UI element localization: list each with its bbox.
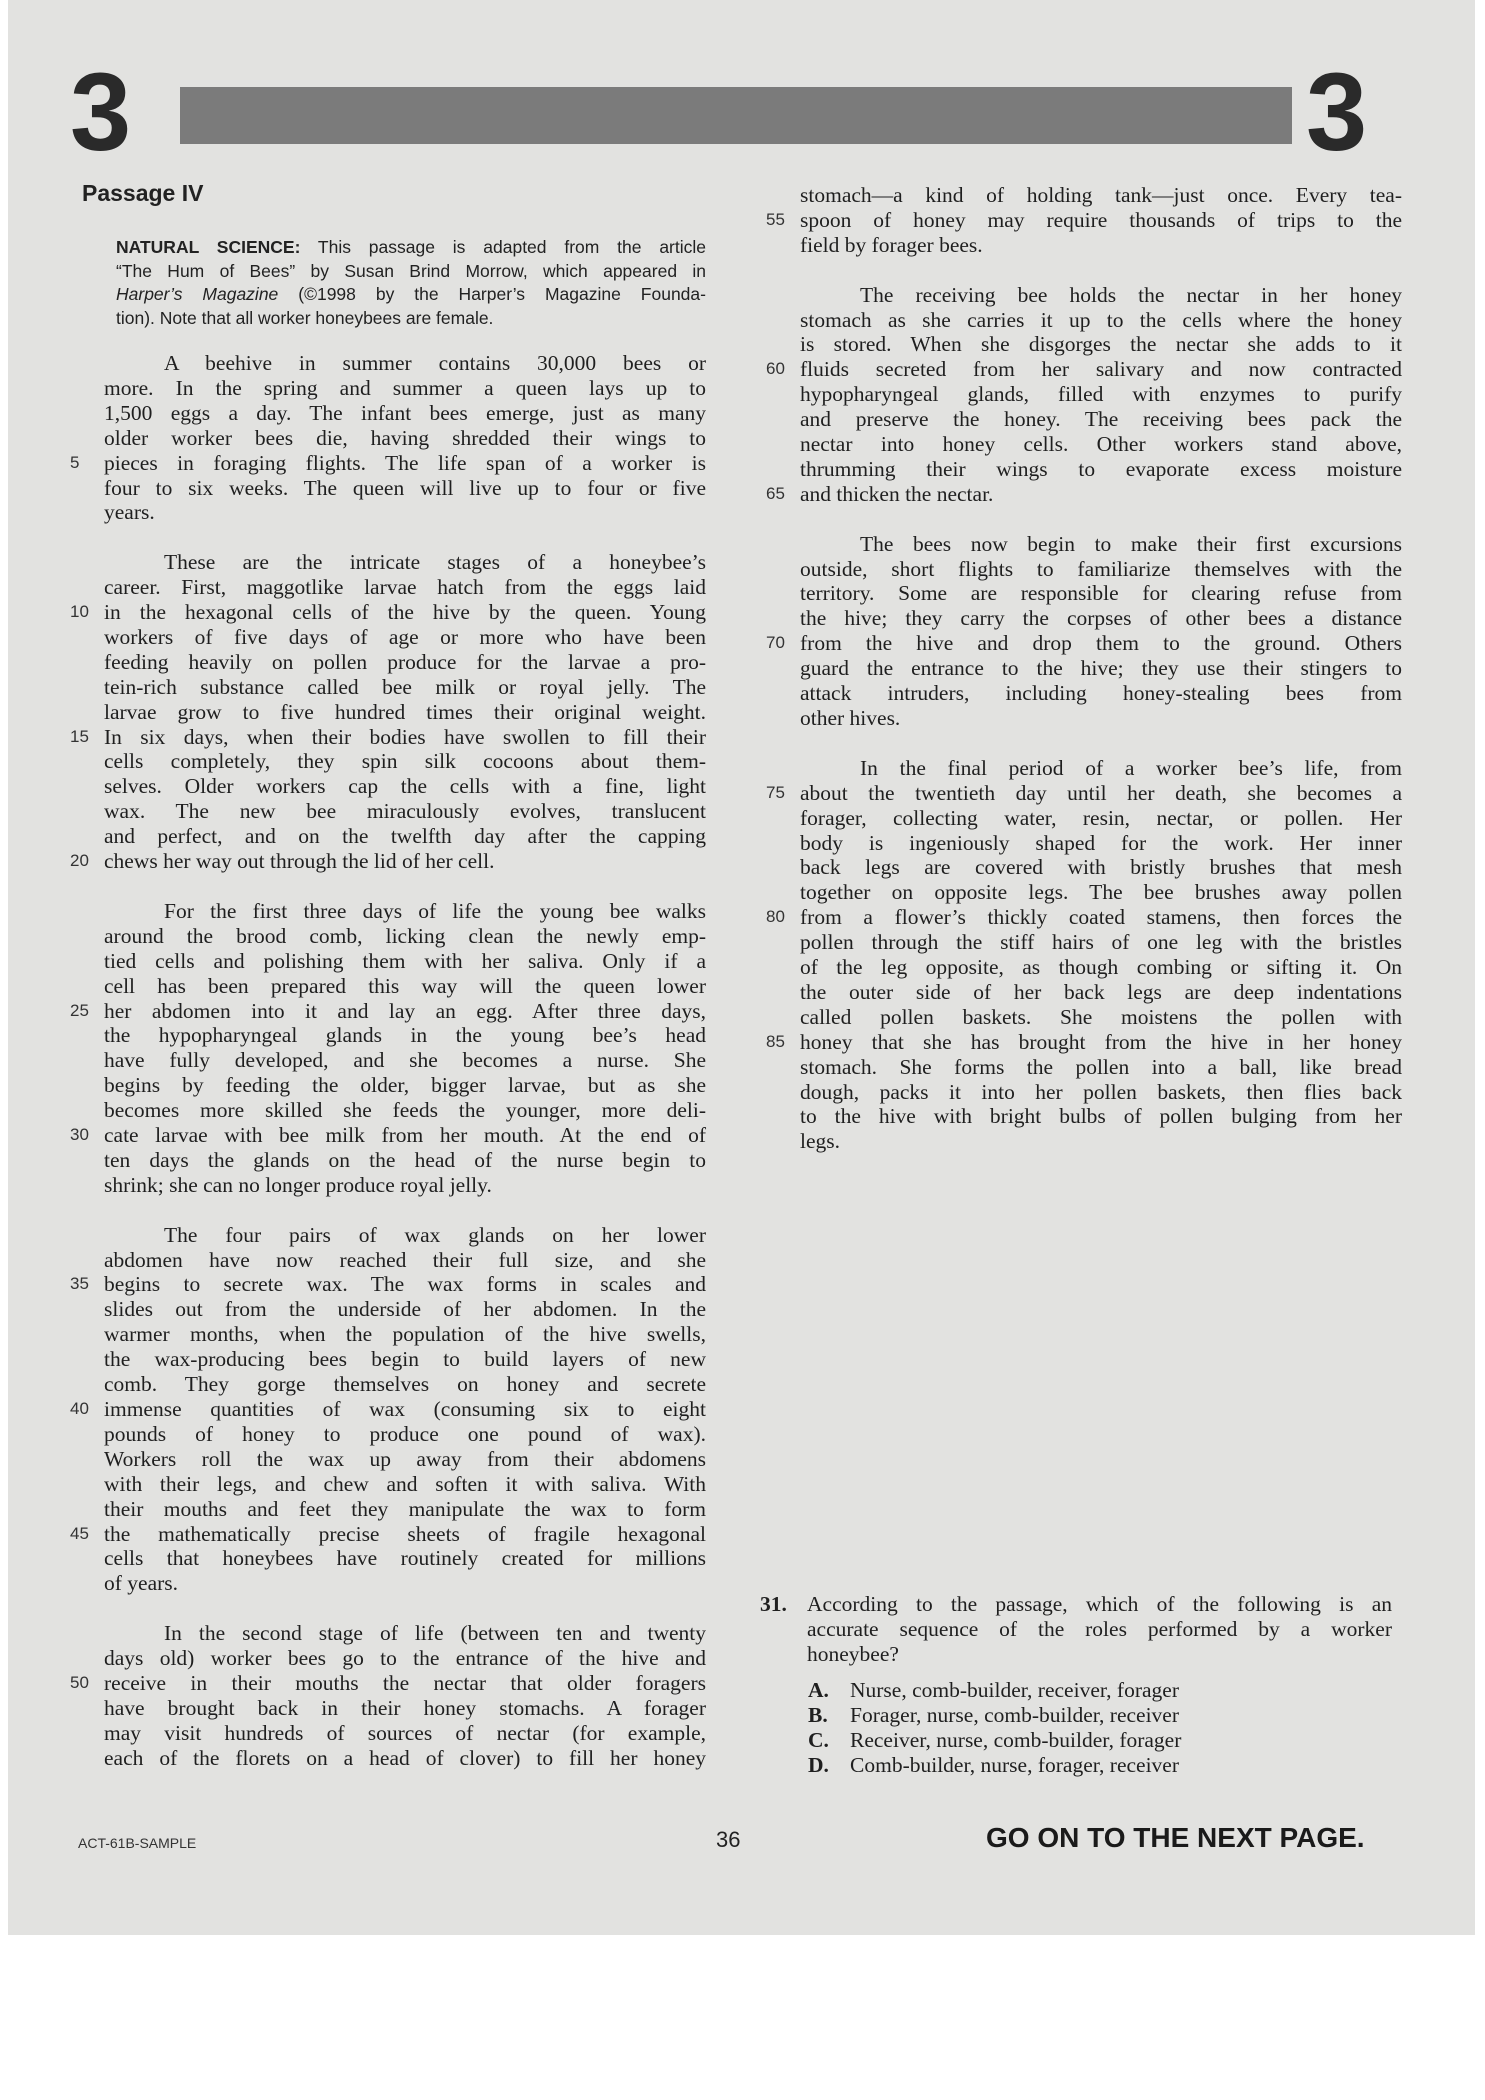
passage-line-text: dough, packs it into her pollen baskets, then flies back [800,1079,1402,1104]
passage-line-text: around the brood comb, licking clean the newly emp- [104,923,706,948]
passage-line [800,457,1402,482]
line-number: 45 [70,1523,89,1543]
passage-line [70,1272,706,1297]
line-number: 50 [70,1672,89,1692]
passage-line [104,376,706,401]
passage-line-text: In the final period of a worker bee’s life, from [860,755,1402,780]
passage-line-text: spoon of honey may require thousands of trips to the [800,207,1402,232]
passage-line-text: and perfect, and on the twelfth day after the capping [104,824,706,849]
passage-line [104,1472,706,1497]
line-number: 25 [70,1000,89,1020]
passage-line-text: comb. They gorge themselves on honey and secrete [104,1372,706,1397]
answer-option [808,1753,1181,1778]
passage-line-text: of the leg opposite, as though combing or sifting it. On [800,955,1402,980]
passage-line-text: pollen through the stiff hairs of one leg with the bristles [800,930,1402,955]
passage-line-text: her abdomen into it and lay an egg. After three days, [104,998,706,1023]
passage-line [800,1005,1402,1030]
passage-line [800,233,1402,258]
section-number-left: 3 [70,51,132,174]
passage-line-text: in the hexagonal cells of the hive by the queen. Young [104,600,706,625]
passage-line [104,1223,706,1248]
passage-line-text: nectar into honey cells. Other workers stand above, [800,432,1402,457]
passage-paragraph [70,898,706,1198]
passage-line [800,706,1402,731]
passage-line [104,1497,706,1522]
passage-line [104,500,706,525]
passage-line [104,1173,706,1198]
passage-line [104,1646,706,1671]
passage-line-text: stomach—a kind of holding tank—just once. Every tea- [800,183,1402,207]
passage-title: Passage IV [82,180,204,206]
passage-line [70,600,706,625]
passage-line-text: the hive; they carry the corpses of other bees a distance [800,606,1402,631]
passage-line [104,625,706,650]
passage-line-text: thrumming their wings to evaporate excess moisture [800,456,1402,481]
passage-line-text: may visit hundreds of sources of nectar (for example, [104,1720,706,1745]
passage-line-text: field by forager bees. [800,232,983,257]
passage-line [800,308,1402,333]
passage-line [104,700,706,725]
passage-paragraph [70,1621,706,1770]
question-stem [807,1592,1392,1667]
passage-line [800,756,1402,781]
line-number: 85 [766,1031,785,1051]
passage-line-text: wax. The new bee miraculously evolves, translucent [104,799,706,824]
passage-line [800,183,1402,208]
answer-option [808,1678,1181,1703]
passage-line-text: from a flower’s thickly coated stamens, then forces the [800,905,1402,930]
passage-line [70,1123,706,1148]
passage-paragraph [70,351,706,525]
passage-line [104,1297,706,1322]
passage-line-text: chews her way out through the lid of her cell. [104,849,495,874]
passage-line-text: back legs are covered with bristly brushes that mesh [800,855,1402,880]
intro-line [116,283,706,307]
passage-line-text: have brought back in their honey stomachs. A forager [104,1695,706,1720]
passage-line-text: workers of five days of age or more who have been [104,624,706,649]
passage-line-text: tied cells and polishing them with her saliva. Only if a [104,948,706,973]
answer-option-letter: B. [808,1702,828,1727]
passage-line [104,1696,706,1721]
passage-line [800,332,1402,357]
passage-line [104,1048,706,1073]
passage-line-text: cate larvae with bee milk from her mouth. At the end of [104,1123,706,1148]
line-number: 35 [70,1274,89,1294]
passage-line [800,930,1402,955]
passage-line [104,575,706,600]
passage-line [104,1148,706,1173]
passage-line-text: body is ingeniously shaped for the work. Her inner [800,830,1402,855]
passage-line-text: shrink; she can no longer produce royal jelly. [104,1172,492,1197]
passage-line-text: career. First, maggotlike larvae hatch from the eggs laid [104,575,706,600]
passage-line-text: fluids secreted from her salivary and now contracted [800,357,1402,382]
passage-line [800,532,1402,557]
answer-options [808,1678,1181,1778]
passage-line-text: begins by feeding the older, bigger larvae, but as she [104,1073,706,1098]
question-line: accurate sequence of the roles performed by a worker [807,1616,1392,1641]
answer-option-text: Nurse, comb-builder, receiver, forager [850,1678,1179,1702]
passage-line-text: other hives. [800,706,901,730]
passage-line-text: cells that honeybees have routinely created for millions [104,1546,706,1571]
go-on-next-page: GO ON TO THE NEXT PAGE. [986,1822,1365,1853]
passage-line-text: cell has been prepared this way will the queen lower [104,973,706,998]
form-code: ACT-61B-SAMPLE [78,1835,197,1851]
passage-column-left [70,351,706,1795]
passage-line [104,1447,706,1472]
passage-line-text: becomes more skilled she feeds the younger, more deli- [104,1098,706,1123]
passage-line [104,799,706,824]
line-number: 80 [766,907,785,927]
passage-line-text: tein-rich substance called bee milk or royal jelly. The [104,674,706,699]
passage-line-text: stomach as she carries it up to the cells where the honey [800,307,1402,332]
passage-line-text: attack intruders, including honey-stealing bees from [800,681,1402,706]
passage-line [104,924,706,949]
intro-line: tion). Note that all worker honeybees are female. [116,307,494,328]
passage-line-text: selves. Older workers cap the cells with a fine, light [104,774,706,799]
line-number: 15 [70,726,89,746]
passage-line [70,1670,706,1696]
passage-line-text: four to six weeks. The queen will live up to four or five [104,475,706,500]
passage-line [800,557,1402,582]
passage-line [104,1372,706,1397]
passage-line [104,824,706,849]
passage-line-text: and preserve the honey. The receiving bees pack the [800,407,1402,432]
passage-paragraph [766,531,1402,731]
line-number: 60 [766,359,785,379]
passage-line [104,774,706,799]
passage-line [104,1746,706,1771]
passage-line [104,974,706,999]
passage-line-text: years. [104,500,155,525]
passage-line-text: larvae grow to five hundred times their original weight. [104,699,706,724]
passage-line [70,1397,706,1422]
passage-line [104,899,706,924]
line-number: 55 [766,209,785,229]
passage-line [766,357,1402,382]
answer-option-letter: D. [808,1752,829,1777]
passage-line-text: 1,500 eggs a day. The infant bees emerge, just as many [104,400,706,425]
passage-line [104,1347,706,1372]
intro-text: (©1998 by the Harper’s Magazine Founda- [278,284,706,304]
passage-line [70,849,706,874]
passage-line-text: have fully developed, and she becomes a nurse. She [104,1048,706,1073]
passage-line-text: abdomen have now reached their full size, and she [104,1247,706,1272]
passage-line-text: is stored. When she disgorges the nectar she adds to it [800,332,1402,357]
passage-line-text: begins to secrete wax. The wax forms in scales and [104,1272,706,1297]
answer-option [808,1728,1181,1753]
passage-line-text: together on opposite legs. The bee brushes away pollen [800,880,1402,905]
passage-line [104,749,706,774]
passage-line-text: For the first three days of life the young bee walks [164,898,706,923]
passage-line [70,1521,706,1547]
passage-line [800,382,1402,407]
passage-line [104,550,706,575]
passage-line-text: guard the entrance to the hive; they use their stingers to [800,656,1402,681]
passage-line-text: the hypopharyngeal glands in the young bee’s head [104,1023,706,1048]
line-number: 20 [70,851,89,871]
passage-line-text: the outer side of her back legs are deep indentations [800,979,1402,1004]
passage-paragraph [70,1222,706,1597]
section-number-right: 3 [1306,51,1368,174]
passage-line-text: ten days the glands on the head of the nurse begin to [104,1147,706,1172]
answer-option-text: Receiver, nurse, comb-builder, forager [850,1727,1182,1752]
passage-line [70,998,706,1024]
line-number: 5 [70,452,80,472]
passage-intro [116,236,706,330]
line-number: 10 [70,602,89,622]
passage-line-text: stomach. She forms the pollen into a ball, like bread [800,1054,1402,1079]
intro-text: This passage is adapted from the article [317,237,706,257]
passage-paragraph [766,755,1402,1155]
passage-line-text: forager, collecting water, resin, nectar, or pollen. Her [800,805,1402,830]
passage-line [800,1080,1402,1105]
answer-option-text: Forager, nurse, comb-builder, receiver [850,1702,1179,1727]
page-number: 36 [716,1827,741,1852]
passage-line-text: each of the florets on a head of clover) to fill her honey [104,1745,706,1770]
passage-paragraph [766,282,1402,507]
passage-line-text: cells completely, they spin silk cocoons about them- [104,749,706,774]
passage-line-text: pounds of honey to produce one pound of wax). [104,1421,706,1446]
passage-line [800,407,1402,432]
passage-line-text: These are the intricate stages of a honeybee’s [164,550,706,575]
answer-option-text: Comb-builder, nurse, forager, receiver [850,1752,1179,1777]
section-header-bar [180,87,1292,144]
test-page [8,0,1475,1935]
passage-line [800,955,1402,980]
passage-column-right [766,183,1402,1179]
passage-line-text: to the hive with bright bulbs of pollen bulging from her [800,1104,1402,1129]
passage-line-text: The bees now begin to make their first excursions [860,531,1402,556]
passage-line-text: The receiving bee holds the nectar in her honey [860,282,1402,307]
passage-line [766,481,1402,507]
passage-line-text: with their legs, and chew and soften it with saliva. With [104,1471,706,1496]
passage-line [800,806,1402,831]
passage-line-text: about the twentieth day until her death, she becomes a [800,780,1402,805]
passage-line [104,1546,706,1571]
passage-line-text: outside, short flights to familiarize themselves with the [800,556,1402,581]
passage-line [70,724,706,750]
intro-label: NATURAL SCIENCE: [116,237,301,257]
passage-line [766,905,1402,930]
question-number: 31. [760,1592,787,1616]
passage-line [104,1073,706,1098]
passage-line-text: the mathematically precise sheets of fragile hexagonal [104,1521,706,1546]
passage-line [800,606,1402,631]
passage-line [104,351,706,376]
passage-line [800,880,1402,905]
passage-paragraph [70,550,706,874]
question-line: honeybee? [807,1641,899,1666]
passage-line-text: slides out from the underside of her abdomen. In the [104,1297,706,1322]
answer-option-letter: C. [808,1727,829,1752]
passage-line-text: pieces in foraging flights. The life span of a worker is [104,450,706,475]
passage-line [104,1322,706,1347]
passage-line [104,949,706,974]
passage-line [104,426,706,451]
passage-line [104,650,706,675]
passage-line [104,1023,706,1048]
line-number: 70 [766,633,785,653]
passage-line [800,831,1402,856]
passage-line-text: and thicken the nectar. [800,481,994,506]
passage-line-text: from the hive and drop them to the ground. Others [800,631,1402,656]
passage-line [800,581,1402,606]
passage-line [800,1129,1402,1154]
passage-line-text: of years. [104,1571,179,1596]
passage-line [800,855,1402,880]
passage-line-text: feeding heavily on pollen produce for the larvae a pro- [104,649,706,674]
passage-line-text: warmer months, when the population of the hive swells, [104,1322,706,1347]
passage-line-text: legs. [800,1129,841,1154]
passage-line-text: Workers roll the wax up away from their abdomens [104,1446,706,1471]
passage-line-text: A beehive in summer contains 30,000 bees or [164,351,706,375]
passage-line-text: In six days, when their bodies have swollen to fill their [104,724,706,749]
passage-line [800,681,1402,706]
passage-line [104,1422,706,1447]
passage-line-text: more. In the spring and summer a queen lays up to [104,375,706,400]
passage-line-text: honey that she has brought from the hive in her honey [800,1029,1402,1054]
passage-line [800,656,1402,681]
line-number: 40 [70,1399,89,1419]
line-number: 65 [766,483,785,503]
passage-line-text: the wax-producing bees begin to build layers of new [104,1347,706,1372]
passage-line-text: territory. Some are responsible for clearing refuse from [800,581,1402,606]
passage-line-text: hypopharyngeal glands, filled with enzymes to purify [800,382,1402,407]
passage-line [800,283,1402,308]
passage-line [766,207,1402,233]
answer-option [808,1703,1181,1728]
passage-line-text: days old) worker bees go to the entrance of the hive and [104,1646,706,1671]
question-line: According to the passage, which of the following is an [807,1592,1392,1616]
passage-line [104,1721,706,1746]
line-number: 75 [766,782,785,802]
passage-line [104,1098,706,1123]
answer-option-letter: A. [808,1678,829,1702]
passage-line [800,1104,1402,1129]
passage-line [104,401,706,426]
passage-line-text: older worker bees die, having shredded their wings to [104,425,706,450]
passage-line-text: immense quantities of wax (consuming six to eight [104,1397,706,1422]
passage-line [104,1571,706,1596]
intro-line: “The Hum of Bees” by Susan Brind Morrow, which appeared in [116,260,706,281]
passage-line [104,675,706,700]
passage-line [766,780,1402,806]
passage-line [800,980,1402,1005]
passage-line [800,1055,1402,1080]
passage-paragraph [766,183,1402,258]
passage-line [104,476,706,501]
passage-line [800,432,1402,457]
passage-line [70,450,706,476]
passage-line-text: The four pairs of wax glands on her lower [164,1222,706,1247]
passage-line [766,1029,1402,1055]
passage-line-text: In the second stage of life (between ten and twenty [164,1621,706,1646]
passage-line-text: called pollen baskets. She moistens the pollen with [800,1004,1402,1029]
passage-line [766,631,1402,656]
passage-line [104,1248,706,1273]
intro-line [116,236,706,260]
passage-line-text: their mouths and feet they manipulate the wax to form [104,1496,706,1521]
line-number: 30 [70,1125,89,1145]
passage-line [104,1621,706,1646]
intro-italic-text: Harper’s Magazine [116,284,279,304]
passage-line-text: receive in their mouths the nectar that older foragers [104,1670,706,1695]
